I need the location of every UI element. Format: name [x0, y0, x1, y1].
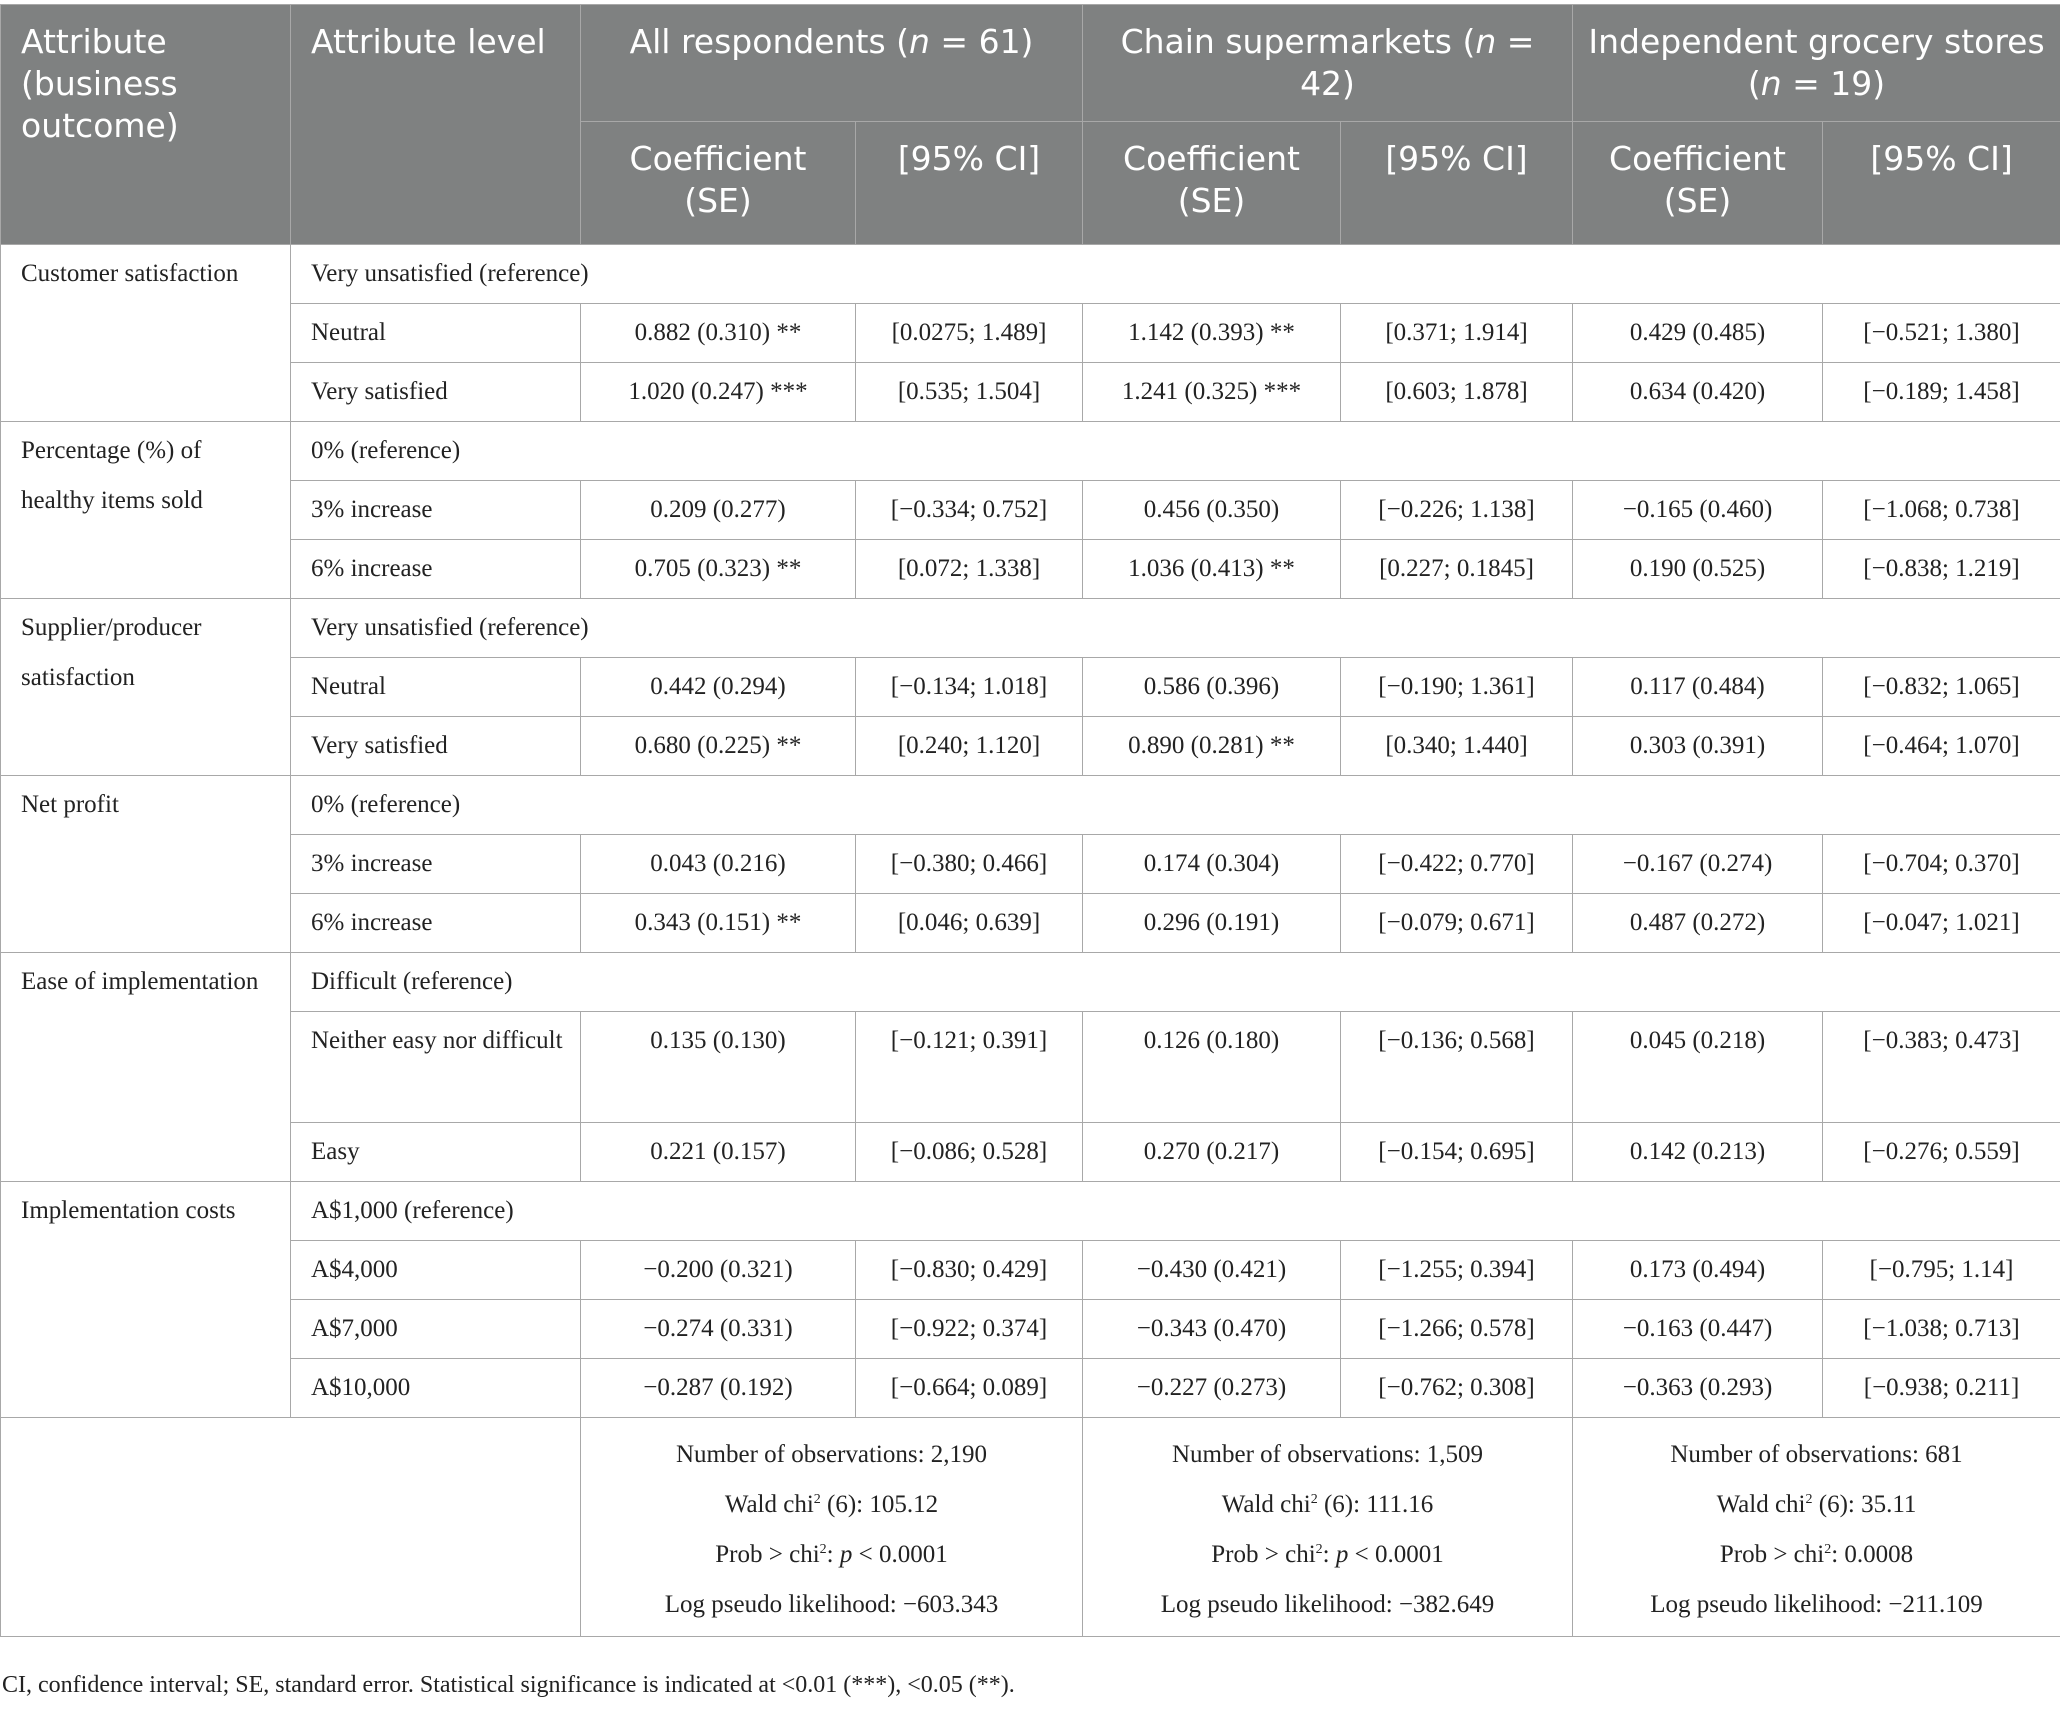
- table-row: [1, 1012, 2060, 1123]
- ci-cell-independent: [−0.276; 0.559]: [1823, 1123, 2060, 1182]
- header-attribute: Attribute (business outcome): [1, 5, 291, 245]
- ci-cell-independent: [−0.189; 1.458]: [1823, 363, 2060, 422]
- coefficient-cell-independent: −0.167 (0.274): [1573, 835, 1823, 894]
- coefficient-cell-independent: 0.045 (0.218): [1573, 1012, 1823, 1123]
- ci-cell-all: [−0.086; 0.528]: [856, 1123, 1083, 1182]
- ci-cell-independent: [−0.838; 1.219]: [1823, 540, 2060, 599]
- table-row-reference: [1, 245, 2060, 304]
- coefficient-cell-independent: 0.117 (0.484): [1573, 658, 1823, 717]
- coefficient-cell-all: 0.705 (0.323) **: [581, 540, 856, 599]
- ci-cell-chain: [−0.422; 0.770]: [1341, 835, 1573, 894]
- coefficient-cell-all: 0.043 (0.216): [581, 835, 856, 894]
- ci-cell-independent: [−0.938; 0.211]: [1823, 1359, 2060, 1418]
- ci-cell-chain: [−0.762; 0.308]: [1341, 1359, 1573, 1418]
- coefficient-cell-chain: 1.142 (0.393) **: [1083, 304, 1341, 363]
- ci-cell-chain: [0.227; 0.1845]: [1341, 540, 1573, 599]
- coefficient-cell-chain: 0.174 (0.304): [1083, 835, 1341, 894]
- attribute-cell: Percentage (%) of healthy items sold: [1, 422, 291, 599]
- coefficient-cell-chain: 0.270 (0.217): [1083, 1123, 1341, 1182]
- level-cell: Neutral: [291, 304, 581, 363]
- coefficient-cell-all: 0.882 (0.310) **: [581, 304, 856, 363]
- attribute-cell: Implementation costs: [1, 1182, 291, 1418]
- level-cell: 6% increase: [291, 894, 581, 953]
- ci-cell-all: [0.046; 0.639]: [856, 894, 1083, 953]
- ci-cell-independent: [−0.383; 0.473]: [1823, 1012, 2060, 1123]
- coefficient-cell-chain: 0.126 (0.180): [1083, 1012, 1341, 1123]
- ci-cell-chain: [0.603; 1.878]: [1341, 363, 1573, 422]
- wald-line: Wald chi$^2$ (6): 111.16: [1221, 1491, 1434, 1518]
- header-coef-independent: Coefficient (SE): [1573, 122, 1823, 245]
- coefficient-cell-all: −0.200 (0.321): [581, 1241, 856, 1300]
- level-cell: 6% increase: [291, 540, 581, 599]
- ci-cell-chain: [−0.226; 1.138]: [1341, 481, 1573, 540]
- header-group-independent: Independent grocery stores (n = 19): [1573, 5, 2060, 122]
- prob-line: Prob > chi$^2$: p < 0.0001: [1211, 1541, 1444, 1568]
- header-ci-all: [95% CI]: [856, 122, 1083, 245]
- header-coef-chain: Coefficient (SE): [1083, 122, 1341, 245]
- ci-cell-all: [0.0275; 1.489]: [856, 304, 1083, 363]
- loglik-line: Log pseudo likelihood: −382.649: [1160, 1591, 1495, 1618]
- header-ci-chain: [95% CI]: [1341, 122, 1573, 245]
- table-header: [1, 5, 2060, 245]
- reference-cell: Very unsatisfied (reference): [291, 245, 2060, 304]
- level-cell: Easy: [291, 1123, 581, 1182]
- table-row: [1, 1359, 2060, 1418]
- table-row-reference: [1, 422, 2060, 481]
- ci-cell-independent: [−0.832; 1.065]: [1823, 658, 2060, 717]
- level-cell: A$4,000: [291, 1241, 581, 1300]
- coefficient-cell-all: 0.221 (0.157): [581, 1123, 856, 1182]
- ci-cell-independent: [−0.521; 1.380]: [1823, 304, 2060, 363]
- table-row: [1, 1123, 2060, 1182]
- ci-cell-independent: [−0.464; 1.070]: [1823, 717, 2060, 776]
- coefficient-cell-independent: 0.190 (0.525): [1573, 540, 1823, 599]
- table-footnote: CI, confidence interval; SE, standard error. Statistical significance is indicated at <0.01 (***), <0.05 (**).: [2, 1672, 1015, 1698]
- reference-cell: A$1,000 (reference): [291, 1182, 2060, 1241]
- model-stats-chain: [1083, 1418, 1573, 1637]
- table-row: [1, 540, 2060, 599]
- observations-line: Number of observations: 681: [1670, 1441, 1963, 1468]
- header-coef-all: Coefficient (SE): [581, 122, 856, 245]
- coefficient-cell-chain: 0.586 (0.396): [1083, 658, 1341, 717]
- coefficient-cell-independent: −0.363 (0.293): [1573, 1359, 1823, 1418]
- level-cell: Very satisfied: [291, 717, 581, 776]
- table-row-reference: [1, 599, 2060, 658]
- wald-line: Wald chi$^2$ (6): 35.11: [1716, 1491, 1917, 1518]
- attribute-cell: Net profit: [1, 776, 291, 953]
- level-cell: Very satisfied: [291, 363, 581, 422]
- coefficient-cell-independent: 0.429 (0.485): [1573, 304, 1823, 363]
- coefficient-cell-independent: 0.487 (0.272): [1573, 894, 1823, 953]
- model-stats-all: [581, 1418, 1083, 1637]
- prob-line: Prob > chi$^2$: p < 0.0001: [715, 1541, 948, 1568]
- coefficient-cell-all: −0.274 (0.331): [581, 1300, 856, 1359]
- table-wrapper: [0, 4, 2060, 1637]
- observations-line: Number of observations: 1,509: [1171, 1441, 1484, 1468]
- coefficient-cell-independent: −0.163 (0.447): [1573, 1300, 1823, 1359]
- reference-cell: 0% (reference): [291, 422, 2060, 481]
- coefficient-cell-independent: −0.165 (0.460): [1573, 481, 1823, 540]
- coefficient-cell-independent: 0.634 (0.420): [1573, 363, 1823, 422]
- table-row-reference: [1, 1182, 2060, 1241]
- table-row: [1, 658, 2060, 717]
- stats-blank-cell: [1, 1418, 581, 1637]
- coefficient-cell-independent: 0.303 (0.391): [1573, 717, 1823, 776]
- coefficient-cell-chain: 1.036 (0.413) **: [1083, 540, 1341, 599]
- table-body: [1, 245, 2060, 1637]
- reference-cell: Very unsatisfied (reference): [291, 599, 2060, 658]
- ci-cell-all: [−0.334; 0.752]: [856, 481, 1083, 540]
- ci-cell-chain: [−0.154; 0.695]: [1341, 1123, 1573, 1182]
- coefficient-cell-all: 0.209 (0.277): [581, 481, 856, 540]
- level-cell: 3% increase: [291, 835, 581, 894]
- ci-cell-independent: [−0.704; 0.370]: [1823, 835, 2060, 894]
- reference-cell: Difficult (reference): [291, 953, 2060, 1012]
- attribute-cell: Supplier/producer satisfaction: [1, 599, 291, 776]
- coefficient-cell-chain: 0.296 (0.191): [1083, 894, 1341, 953]
- ci-cell-chain: [−0.190; 1.361]: [1341, 658, 1573, 717]
- ci-cell-chain: [−1.266; 0.578]: [1341, 1300, 1573, 1359]
- table-row: [1, 1300, 2060, 1359]
- loglik-line: Log pseudo likelihood: −603.343: [664, 1591, 999, 1618]
- results-table: [0, 4, 2060, 1637]
- prob-line: Prob > chi$^2$: 0.0008: [1719, 1541, 1914, 1568]
- table-row-reference: [1, 776, 2060, 835]
- header-attribute-level: Attribute level: [291, 5, 581, 245]
- ci-cell-all: [0.072; 1.338]: [856, 540, 1083, 599]
- coefficient-cell-chain: 0.456 (0.350): [1083, 481, 1341, 540]
- ci-cell-independent: [−0.795; 1.14]: [1823, 1241, 2060, 1300]
- coefficient-cell-all: 0.680 (0.225) **: [581, 717, 856, 776]
- ci-cell-independent: [−0.047; 1.021]: [1823, 894, 2060, 953]
- ci-cell-independent: [−1.068; 0.738]: [1823, 481, 2060, 540]
- ci-cell-all: [0.240; 1.120]: [856, 717, 1083, 776]
- wald-line: Wald chi$^2$ (6): 105.12: [724, 1491, 939, 1518]
- level-cell: 3% increase: [291, 481, 581, 540]
- coefficient-cell-all: 0.135 (0.130): [581, 1012, 856, 1123]
- ci-cell-chain: [−0.136; 0.568]: [1341, 1012, 1573, 1123]
- coefficient-cell-all: 1.020 (0.247) ***: [581, 363, 856, 422]
- coefficient-cell-chain: −0.227 (0.273): [1083, 1359, 1341, 1418]
- header-ci-independent: [95% CI]: [1823, 122, 2060, 245]
- coefficient-cell-chain: −0.430 (0.421): [1083, 1241, 1341, 1300]
- table-row: [1, 1241, 2060, 1300]
- coefficient-cell-independent: 0.173 (0.494): [1573, 1241, 1823, 1300]
- ci-cell-chain: [0.371; 1.914]: [1341, 304, 1573, 363]
- level-cell: A$7,000: [291, 1300, 581, 1359]
- header-group-all: All respondents (n = 61): [581, 5, 1083, 122]
- table-row-reference: [1, 953, 2060, 1012]
- coefficient-cell-all: 0.442 (0.294): [581, 658, 856, 717]
- ci-cell-all: [−0.121; 0.391]: [856, 1012, 1083, 1123]
- attribute-cell: Customer satisfaction: [1, 245, 291, 422]
- level-cell: Neutral: [291, 658, 581, 717]
- loglik-line: Log pseudo likelihood: −211.109: [1650, 1591, 1983, 1618]
- ci-cell-all: [−0.380; 0.466]: [856, 835, 1083, 894]
- table-row: [1, 894, 2060, 953]
- ci-cell-all: [−0.830; 0.429]: [856, 1241, 1083, 1300]
- model-stats-independent: [1573, 1418, 2060, 1637]
- attribute-cell: Ease of implementation: [1, 953, 291, 1182]
- level-cell: Neither easy nor difficult: [291, 1012, 581, 1123]
- ci-cell-chain: [−1.255; 0.394]: [1341, 1241, 1573, 1300]
- table-row: [1, 304, 2060, 363]
- coefficient-cell-chain: 0.890 (0.281) **: [1083, 717, 1341, 776]
- table-row: [1, 717, 2060, 776]
- ci-cell-all: [−0.922; 0.374]: [856, 1300, 1083, 1359]
- ci-cell-all: [−0.134; 1.018]: [856, 658, 1083, 717]
- ci-cell-chain: [0.340; 1.440]: [1341, 717, 1573, 776]
- ci-cell-independent: [−1.038; 0.713]: [1823, 1300, 2060, 1359]
- level-cell: A$10,000: [291, 1359, 581, 1418]
- coefficient-cell-all: 0.343 (0.151) **: [581, 894, 856, 953]
- table-row-model-stats: [1, 1418, 2060, 1637]
- ci-cell-all: [0.535; 1.504]: [856, 363, 1083, 422]
- ci-cell-chain: [−0.079; 0.671]: [1341, 894, 1573, 953]
- coefficient-cell-independent: 0.142 (0.213): [1573, 1123, 1823, 1182]
- reference-cell: 0% (reference): [291, 776, 2060, 835]
- table-row: [1, 363, 2060, 422]
- ci-cell-all: [−0.664; 0.089]: [856, 1359, 1083, 1418]
- coefficient-cell-chain: −0.343 (0.470): [1083, 1300, 1341, 1359]
- coefficient-cell-chain: 1.241 (0.325) ***: [1083, 363, 1341, 422]
- header-group-chain: Chain supermarkets (n = 42): [1083, 5, 1573, 122]
- coefficient-cell-all: −0.287 (0.192): [581, 1359, 856, 1418]
- table-row: [1, 835, 2060, 894]
- table-row: [1, 481, 2060, 540]
- observations-line: Number of observations: 2,190: [675, 1441, 988, 1468]
